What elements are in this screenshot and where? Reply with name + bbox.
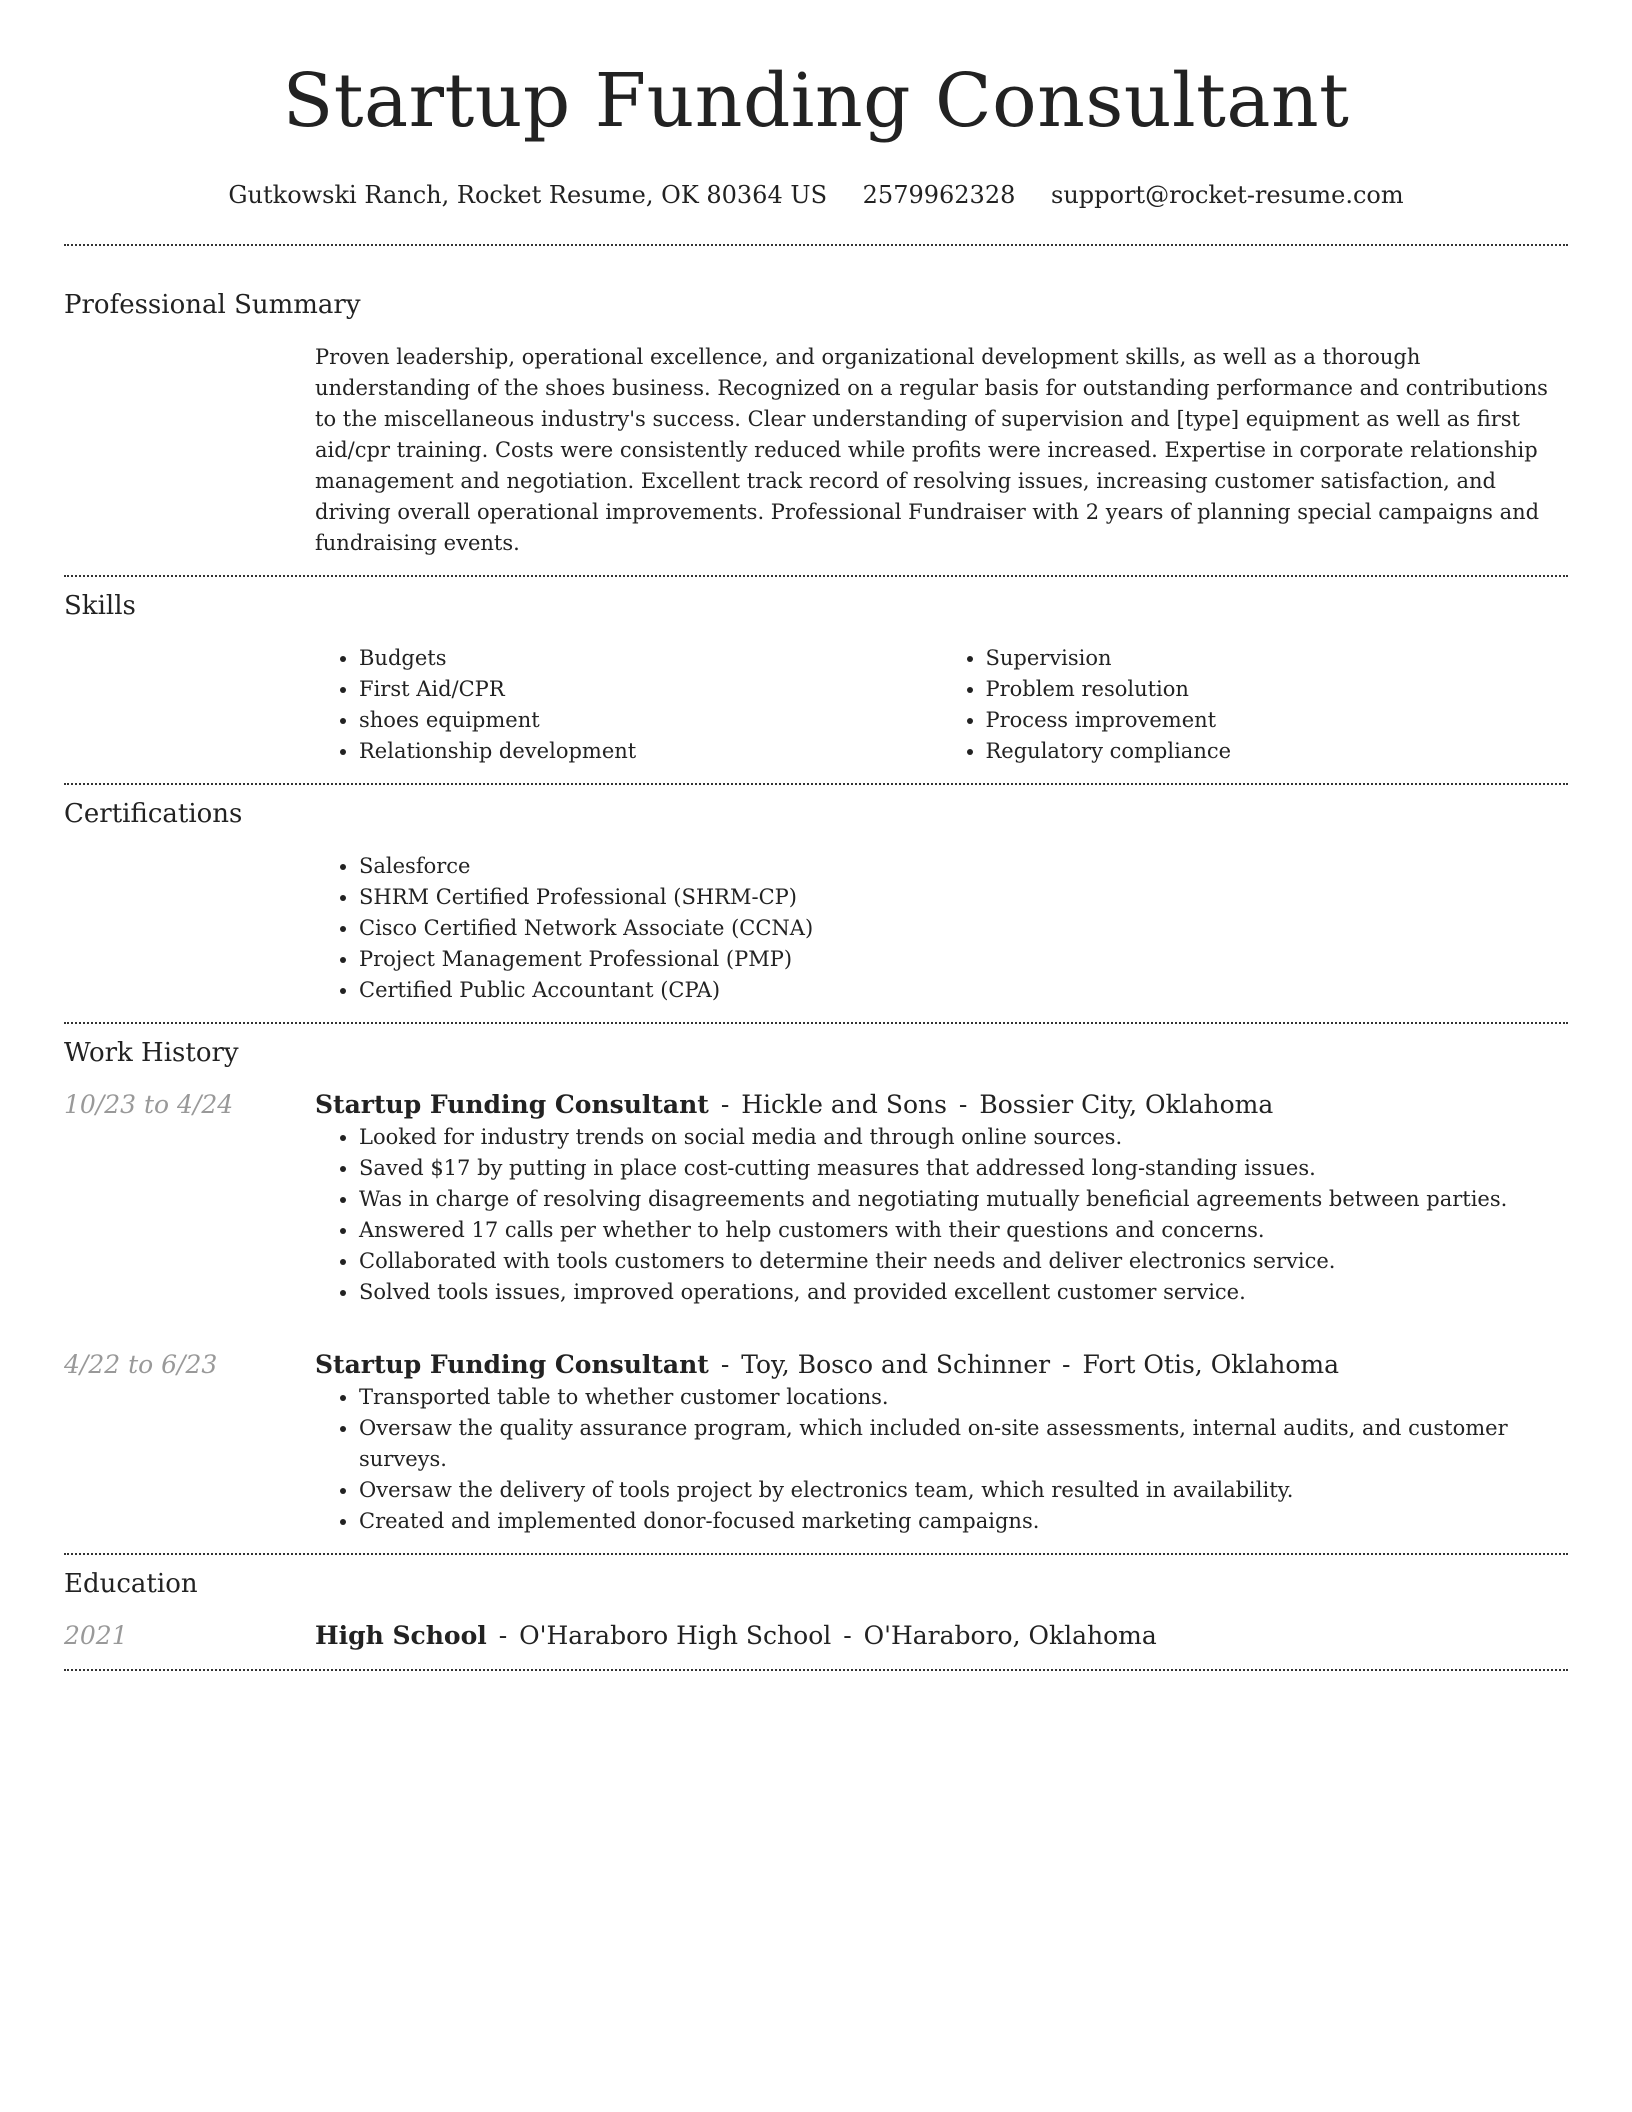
job-company: Hickle and Sons [741, 1090, 947, 1119]
skills-list-right [942, 643, 1569, 767]
section-heading-certifications: Certifications [64, 799, 243, 829]
job-bullets [315, 1122, 1568, 1308]
email: support@rocket-resume.com [1051, 181, 1404, 209]
section-heading-education: Education [64, 1569, 198, 1599]
section-heading-skills: Skills [64, 591, 136, 621]
address: Gutkowski Ranch, Rocket Resume, OK 80364 US [228, 181, 828, 209]
phone: 2579962328 [862, 181, 1016, 209]
list-item: • Relationship development [359, 736, 942, 767]
job-location: Bossier City, Oklahoma [979, 1090, 1274, 1119]
job-company: Toy, Bosco and Schinner [741, 1350, 1051, 1379]
summary-section [64, 246, 1568, 575]
list-item: • Problem resolution [986, 674, 1569, 705]
skills-grid [315, 643, 1568, 783]
separator: - [720, 1350, 730, 1379]
list-item: • First Aid/CPR [359, 674, 942, 705]
job-main [315, 1088, 1568, 1308]
list-item: • Project Management Professional (PMP) [359, 944, 1568, 975]
list-item: • Saved $17 by putting in place cost-cutting measures that addressed long-standing issues. [359, 1153, 1568, 1184]
education-degree: High School [315, 1621, 487, 1650]
list-item: • Regulatory compliance [986, 736, 1569, 767]
job-bullets [315, 1382, 1568, 1537]
candidate-name: Startup Funding Consultant [282, 58, 1350, 144]
job-main [315, 1348, 1568, 1537]
education-entry [64, 1619, 1568, 1653]
list-item: • Certified Public Accountant (CPA) [359, 975, 1568, 1006]
certifications-section [64, 785, 1568, 1022]
certifications-list [315, 851, 1568, 1006]
job-entry [64, 1088, 1568, 1308]
skills-section [64, 577, 1568, 783]
list-item: • Answered 17 calls per whether to help customers with their questions and concerns. [359, 1215, 1568, 1246]
list-item: • Solved tools issues, improved operations, and provided excellent customer service. [359, 1277, 1568, 1308]
job-heading [315, 1088, 1568, 1122]
certifications-body [315, 851, 1568, 1022]
separator: - [720, 1090, 730, 1119]
job-title: Startup Funding Consultant [315, 1350, 709, 1379]
work-history-section [64, 1024, 1568, 1553]
job-entry [64, 1348, 1568, 1537]
divider [64, 1669, 1568, 1671]
education-school: O'Haraboro High School [519, 1621, 832, 1650]
list-item: • Salesforce [359, 851, 1568, 882]
list-item: • Cisco Certified Network Associate (CCNA) [359, 913, 1568, 944]
separator: - [958, 1090, 968, 1119]
list-item: • Supervision [986, 643, 1569, 674]
skills-list-left [315, 643, 942, 767]
list-item: • Transported table to whether customer locations. [359, 1382, 1568, 1413]
job-dates: 4/22 to 6/23 [64, 1350, 218, 1379]
summary-text: Proven leadership, operational excellence, and organizational development skills, as well as a thorough understanding of the shoes business. Recognized on a regular basis for outstanding performance and contributions to the miscellaneous industry's success. Clear understanding of supervision and [type] equipment as well as first aid/cpr training. Costs were consistently reduced while profits were increased. Expertise in corporate relationship management and negotiation. Excellent track record of resolving issues, increasing customer satisfaction, and driving overall operational improvements. Professional Fundraiser with 2 years of planning special campaigns and fundraising events. [315, 345, 1548, 555]
list-item: • Oversaw the delivery of tools project by electronics team, which resulted in availability. [359, 1475, 1568, 1506]
list-item: • Budgets [359, 643, 942, 674]
education-section [64, 1555, 1568, 1669]
education-year: 2021 [64, 1621, 128, 1650]
list-item: • Collaborated with tools customers to determine their needs and deliver electronics service. [359, 1246, 1568, 1277]
list-item: • Process improvement [986, 705, 1569, 736]
section-heading-work-history: Work History [64, 1038, 239, 1068]
list-item: • Was in charge of resolving disagreements and negotiating mutually beneficial agreements between parties. [359, 1184, 1568, 1215]
education-location: O'Haraboro, Oklahoma [863, 1621, 1157, 1650]
job-heading [315, 1348, 1568, 1382]
education-heading [315, 1619, 1568, 1653]
section-heading-summary: Professional Summary [64, 290, 361, 320]
separator: - [498, 1621, 508, 1650]
job-dates: 10/23 to 4/24 [64, 1090, 234, 1119]
list-item: • shoes equipment [359, 705, 942, 736]
list-item: • Created and implemented donor-focused marketing campaigns. [359, 1506, 1568, 1537]
separator: - [843, 1621, 852, 1650]
job-title: Startup Funding Consultant [315, 1090, 709, 1119]
list-item: • SHRM Certified Professional (SHRM-CP) [359, 882, 1568, 913]
list-item: • Oversaw the quality assurance program, which included on-site assessments, internal audits, and customer surveys. [359, 1413, 1568, 1475]
separator: - [1062, 1350, 1071, 1379]
list-item: • Looked for industry trends on social media and through online sources. [359, 1122, 1568, 1153]
contact-line [64, 178, 1568, 212]
education-main [315, 1619, 1568, 1653]
job-location: Fort Otis, Oklahoma [1082, 1350, 1339, 1379]
